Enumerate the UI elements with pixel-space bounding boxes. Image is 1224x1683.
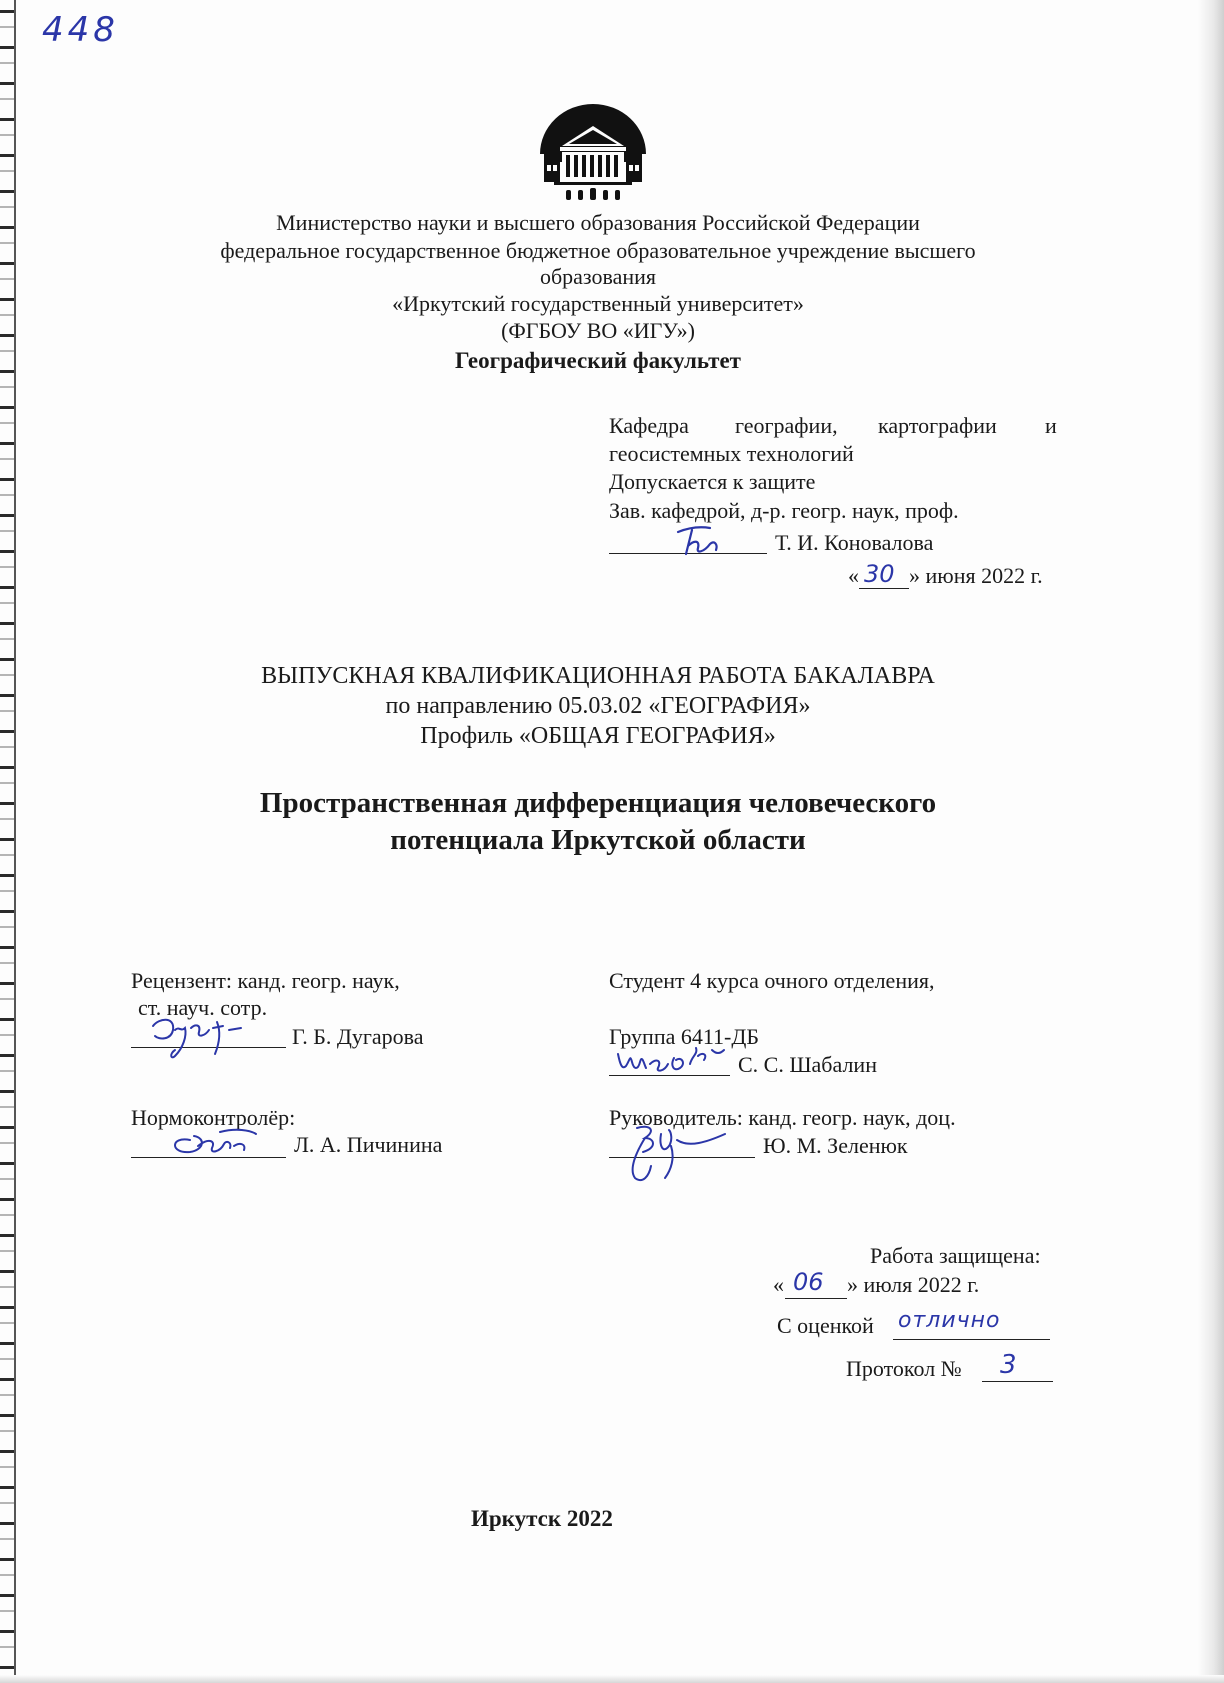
approval-date-open: «	[848, 563, 859, 588]
reviewer-position: ст. науч. сотр.	[138, 995, 268, 1020]
binding-edge	[14, 0, 16, 1683]
defense-date-open: «	[773, 1272, 784, 1297]
department-line-2: геосистемных технологий	[609, 441, 854, 466]
department-head-title: Зав. кафедрой, д-р. геогр. наук, проф.	[609, 498, 959, 523]
supervisor-name: Ю. М. Зеленюк	[763, 1133, 908, 1158]
protocol-value: 3	[1000, 1350, 1017, 1380]
normcontrol-label: Нормоконтролёр:	[131, 1105, 296, 1130]
approval-date-rest: » июня 2022 г.	[909, 563, 1043, 588]
university-name: «Иркутский государственный университет»	[392, 291, 804, 316]
department-head-name: Т. И. Коновалова	[775, 530, 934, 555]
study-profile: Профиль «ОБЩАЯ ГЕОГРАФИЯ»	[420, 723, 776, 749]
normcontrol-signature	[160, 1118, 270, 1166]
page-shadow-right	[1198, 0, 1224, 1683]
supervisor-signature	[615, 1120, 740, 1190]
grade-label: С оценкой	[777, 1313, 874, 1338]
reviewer-signature	[145, 1010, 265, 1070]
work-type: ВЫПУСКНАЯ КВАЛИФИКАЦИОННАЯ РАБОТА БАКАЛАВРА	[261, 663, 935, 689]
faculty-name: Географический факультет	[455, 348, 741, 373]
department-word-1: Кафедра	[609, 413, 689, 438]
student-group: Группа 6411-ДБ	[609, 1024, 760, 1049]
thesis-title-line-1: Пространственная дифференциация человеческого	[259, 787, 937, 819]
approval-day: 30	[864, 560, 895, 588]
department-word-4: и	[1045, 413, 1057, 438]
approval-day-line	[859, 588, 909, 589]
institution-line-2: образования	[539, 264, 657, 289]
normcontrol-name: Л. А. Пичинина	[294, 1132, 443, 1157]
admitted-to-defense: Допускается к защите	[609, 469, 816, 494]
supervisor-title: Руководитель: канд. геогр. наук, доц.	[609, 1105, 956, 1130]
head-signature	[670, 520, 730, 560]
grade-line	[893, 1339, 1050, 1340]
study-direction: по направлению 05.03.02 «ГЕОГРАФИЯ»	[385, 693, 811, 719]
university-abbreviation: (ФГБОУ ВО «ИГУ»)	[501, 318, 695, 343]
defense-day: 06	[793, 1268, 824, 1296]
protocol-label: Протокол №	[846, 1356, 962, 1381]
archive-number: 448	[42, 10, 119, 50]
grade-value: отлично	[898, 1308, 1001, 1333]
ministry-name: Министерство науки и высшего образования Российской Федерации	[276, 210, 920, 235]
thesis-title-line-2: потенциала Иркутской области	[390, 824, 806, 856]
department-word-2: географии,	[735, 413, 838, 438]
student-course: Студент 4 курса очного отделения,	[609, 968, 935, 993]
city-year: Иркутск 2022	[471, 1506, 613, 1531]
department-word-3: картографии	[878, 413, 997, 438]
student-signature	[612, 1042, 732, 1078]
student-name: С. С. Шабалин	[738, 1052, 877, 1077]
defended-label: Работа защищена:	[870, 1243, 1041, 1268]
institution-line-1: федеральное государственное бюджетное образовательное учреждение высшего	[220, 238, 976, 263]
university-logo	[538, 102, 648, 202]
protocol-line	[982, 1381, 1053, 1382]
reviewer-title: Рецензент: канд. геогр. наук,	[131, 968, 400, 993]
reviewer-name: Г. Б. Дугарова	[292, 1024, 424, 1049]
defense-day-line	[785, 1298, 847, 1299]
page-shadow-bottom	[0, 1675, 1224, 1683]
defense-date-rest: » июля 2022 г.	[847, 1272, 980, 1297]
